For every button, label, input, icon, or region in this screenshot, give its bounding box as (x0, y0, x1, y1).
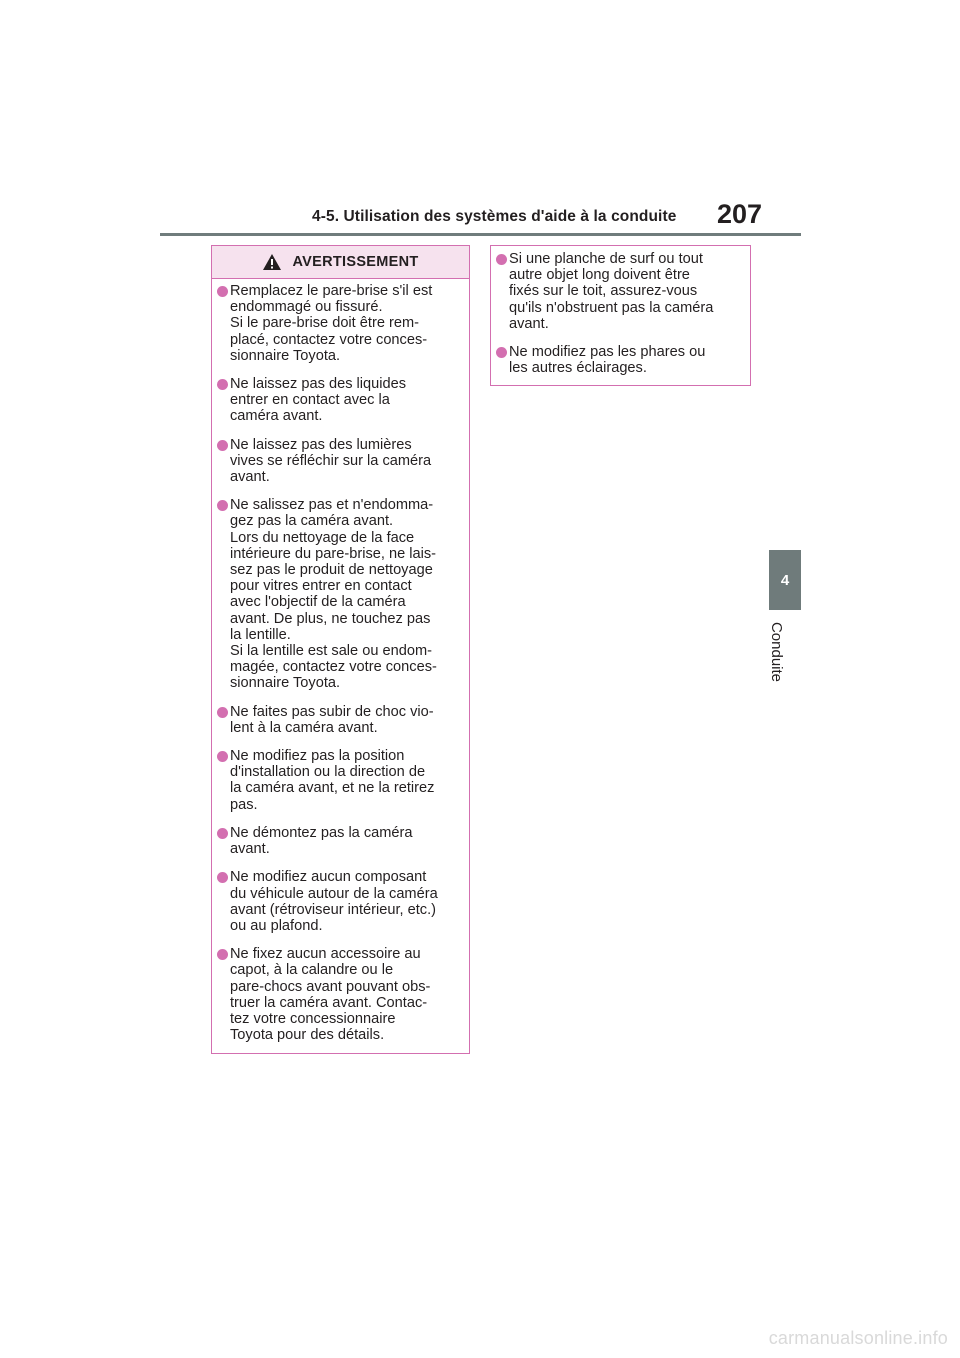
warning-box (211, 245, 470, 1054)
bullet-dot-icon (496, 347, 507, 358)
warning-triangle-icon (262, 253, 282, 271)
warning-item (497, 251, 742, 332)
chapter-label: Conduite (768, 621, 785, 683)
warning-header (212, 246, 469, 279)
bullet-dot-icon (217, 751, 228, 762)
warning-item-text: Remplacez le pare-brise s'il est endommagé ou fissuré. Si le pare-brise doit être rem- placé, contactez votre conces- sionnaire Toyota. (230, 283, 433, 364)
bullet-dot-icon (217, 949, 228, 960)
continuation-list (491, 246, 750, 376)
bullet-dot-icon (217, 379, 228, 390)
section-title: 4-5. Utilisation des systèmes d'aide à la conduite (312, 208, 677, 225)
bullet-dot-icon (217, 286, 228, 297)
warning-item (218, 748, 461, 813)
page-number: 207 (717, 199, 763, 229)
warning-item (218, 376, 461, 425)
bullet-dot-icon (217, 500, 228, 511)
warning-item-text: Ne fixez aucun accessoire au capot, à la calandre ou le pare-chocs avant pouvant obs- truer la caméra avant. Contac- tez votre concessionnaire Toyota pour des détails. (230, 946, 431, 1044)
bullet-dot-icon (496, 254, 507, 265)
warning-item (218, 497, 461, 691)
warning-item-text: Ne modifiez pas la position d'installation ou la direction de la caméra avant, et ne la retirez pas. (230, 748, 435, 813)
warning-item-text: Si une planche de surf ou tout autre objet long doivent être fixés sur le toit, assurez-vous qu'ils n'obstruent pas la caméra avant. (509, 251, 714, 332)
warning-item (218, 869, 461, 934)
warning-list (212, 279, 469, 1043)
warning-item-text: Ne modifiez pas les phares ou les autres éclairages. (509, 344, 706, 377)
header-rule (160, 233, 801, 236)
bullet-dot-icon (217, 707, 228, 718)
bullet-dot-icon (217, 828, 228, 839)
warning-title: AVERTISSEMENT (292, 254, 419, 270)
warning-item (218, 704, 461, 736)
warning-item (218, 825, 461, 857)
warning-item-text: Ne démontez pas la caméra avant. (230, 824, 413, 858)
warning-item-text: Ne salissez pas et n'endomma- gez pas la caméra avant. Lors du nettoyage de la face intérieure du pare-brise, ne lais- sez pas le produit de nettoyage pour vitres entrer en contact avec l'objectif de la caméra avant. De plus, ne touchez pas la lentille. Si la lentille est sale ou endom- magée, contactez votre conces- sionnaire Toyota. (230, 497, 437, 692)
warning-item-text: Ne laissez pas des liquides entrer en contact avec la caméra avant. (230, 376, 407, 425)
warning-item-text: Ne faites pas subir de choc vio- lent à la caméra avant. (230, 703, 434, 736)
bullet-dot-icon (217, 440, 228, 451)
warning-item (497, 344, 742, 376)
warning-item (218, 437, 461, 486)
warning-item-text: Ne laissez pas des lumières vives se réfléchir sur la caméra avant. (230, 436, 432, 486)
warning-item (218, 946, 461, 1043)
watermark: carmanualsonline.info (768, 1328, 948, 1348)
warning-item-text: Ne modifiez aucun composant du véhicule autour de la caméra avant (rétroviseur intérieur, etc.) ou au plafond. (230, 869, 438, 934)
warning-continuation-box (490, 245, 751, 386)
chapter-number: 4 (780, 571, 790, 589)
chapter-tab[interactable] (769, 550, 801, 610)
warning-item (218, 283, 461, 364)
bullet-dot-icon (217, 872, 228, 883)
